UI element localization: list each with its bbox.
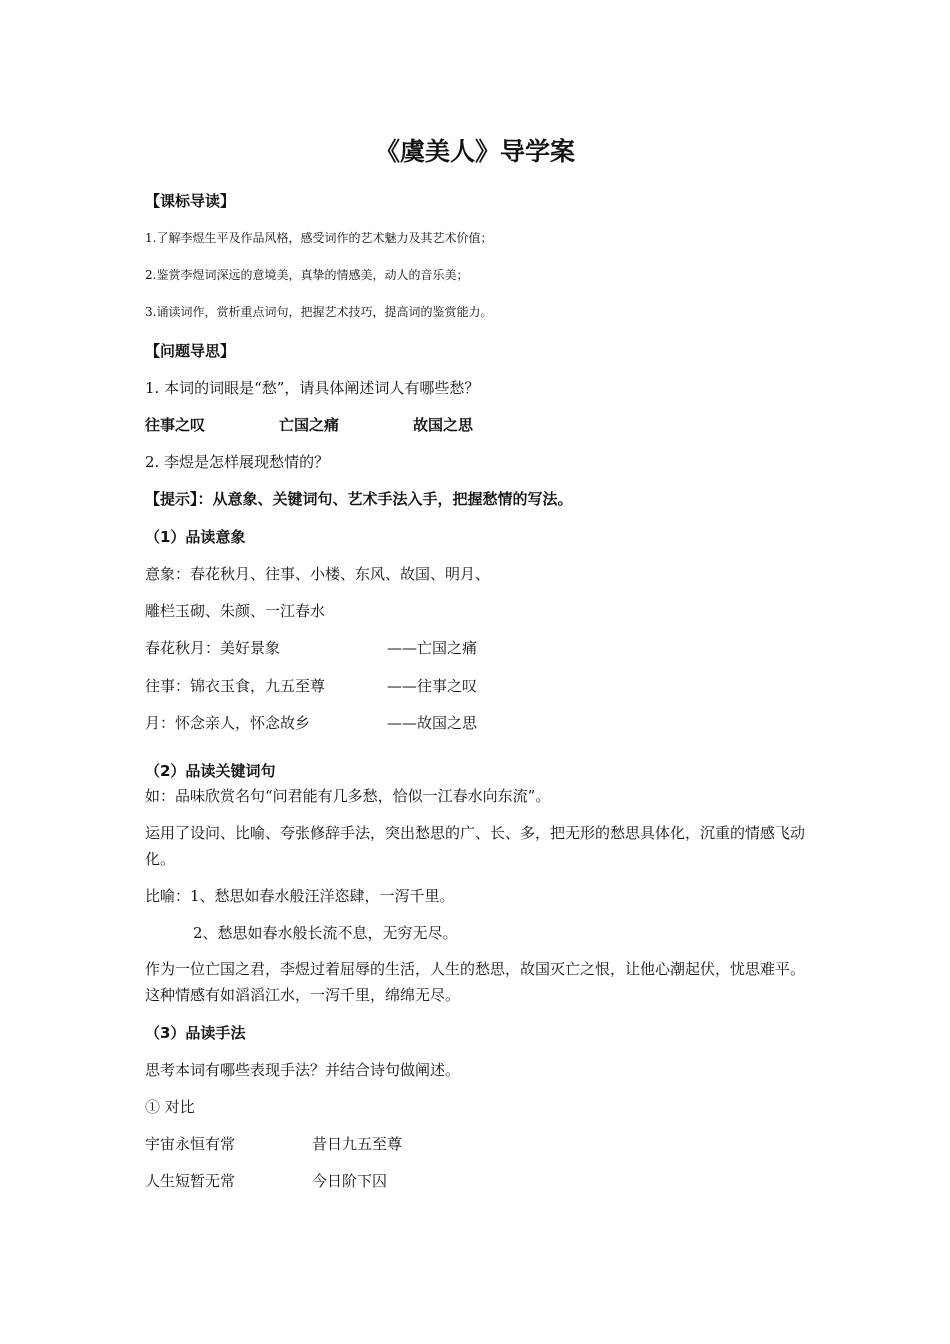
section-heading-standards: 【课标导读】 — [145, 192, 236, 210]
summary-paragraph: 作为一位亡国之君，李煜过着屈辱的生活，人生的愁思，故国灭亡之恨，让他心潮起伏，忧思难平。这种情感有如滔滔江水，一泻千里，绵绵无尽。 — [145, 960, 806, 1004]
imagery-row-left: 往事：锦衣玉食，九五至尊 — [145, 677, 326, 695]
standard-item-3: 3.诵读词作，赏析重点词句，把握艺术技巧，提高词的鉴赏能力。 — [145, 305, 493, 319]
section-heading-questions: 【问题导思】 — [145, 342, 236, 360]
technique-prompt: 思考本词有哪些表现手法？并结合诗句做阐述。 — [145, 1061, 461, 1079]
imagery-row-right: ——往事之叹 — [387, 677, 478, 695]
subheading-imagery: （1）品读意象 — [145, 528, 246, 546]
standard-item-2: 2.鉴赏李煜词深远的意境美，真挚的情感美，动人的音乐美； — [145, 268, 469, 282]
contrast-row-left: 宇宙永恒有常 — [145, 1135, 236, 1153]
question-2: 2. 李煜是怎样展现愁情的？ — [145, 453, 330, 471]
subheading-techniques: （3）品读手法 — [145, 1024, 246, 1042]
sorrow-item: 故国之思 — [413, 416, 474, 434]
example-text: 如：品味欣赏名句“问君能有几多愁，恰似一江春水向东流”。 — [145, 787, 551, 805]
contrast-label: ① 对比 — [145, 1098, 195, 1116]
standard-item-1: 1.了解李煜生平及作品风格，感受词作的艺术魅力及其艺术价值； — [145, 231, 493, 245]
subheading-key-lines: （2）品读关键词句 — [145, 762, 276, 780]
page-title: 《虞美人》导学案 — [374, 137, 575, 166]
contrast-row-left: 人生短暂无常 — [145, 1172, 236, 1190]
sorrow-item: 往事之叹 — [145, 416, 206, 434]
hint-text: 【提示】：从意象、关键词句、艺术手法入手，把握愁情的写法。 — [145, 490, 573, 508]
sorrow-item: 亡国之痛 — [279, 416, 340, 434]
imagery-row-left: 月：怀念亲人，怀念故乡 — [145, 714, 311, 732]
contrast-row-right: 今日阶下囚 — [312, 1172, 388, 1190]
question-1: 1. 本词的词眼是“愁”，请具体阐述词人有哪些愁？ — [145, 379, 480, 397]
imagery-row-right: ——亡国之痛 — [387, 639, 478, 657]
contrast-row-right: 昔日九五至尊 — [312, 1135, 403, 1153]
imagery-line: 雕栏玉砌、朱颜、一江春水 — [145, 602, 326, 620]
metaphor-line-2: 2、愁思如春水般长流不息，无穷无尽。 — [193, 924, 458, 942]
metaphor-line-1: 比喻：1、愁思如春水般汪洋恣肆，一泻千里。 — [145, 887, 455, 905]
imagery-row-left: 春花秋月：美好景象 — [145, 639, 281, 657]
imagery-line: 意象：春花秋月、往事、小楼、东风、故国、明月、 — [145, 565, 491, 583]
analysis-paragraph: 运用了设问、比喻、夸张修辞手法，突出愁思的广、长、多，把无形的愁思具体化，沉重的情感飞动化。 — [145, 824, 806, 868]
imagery-row-right: ——故国之思 — [387, 714, 478, 732]
